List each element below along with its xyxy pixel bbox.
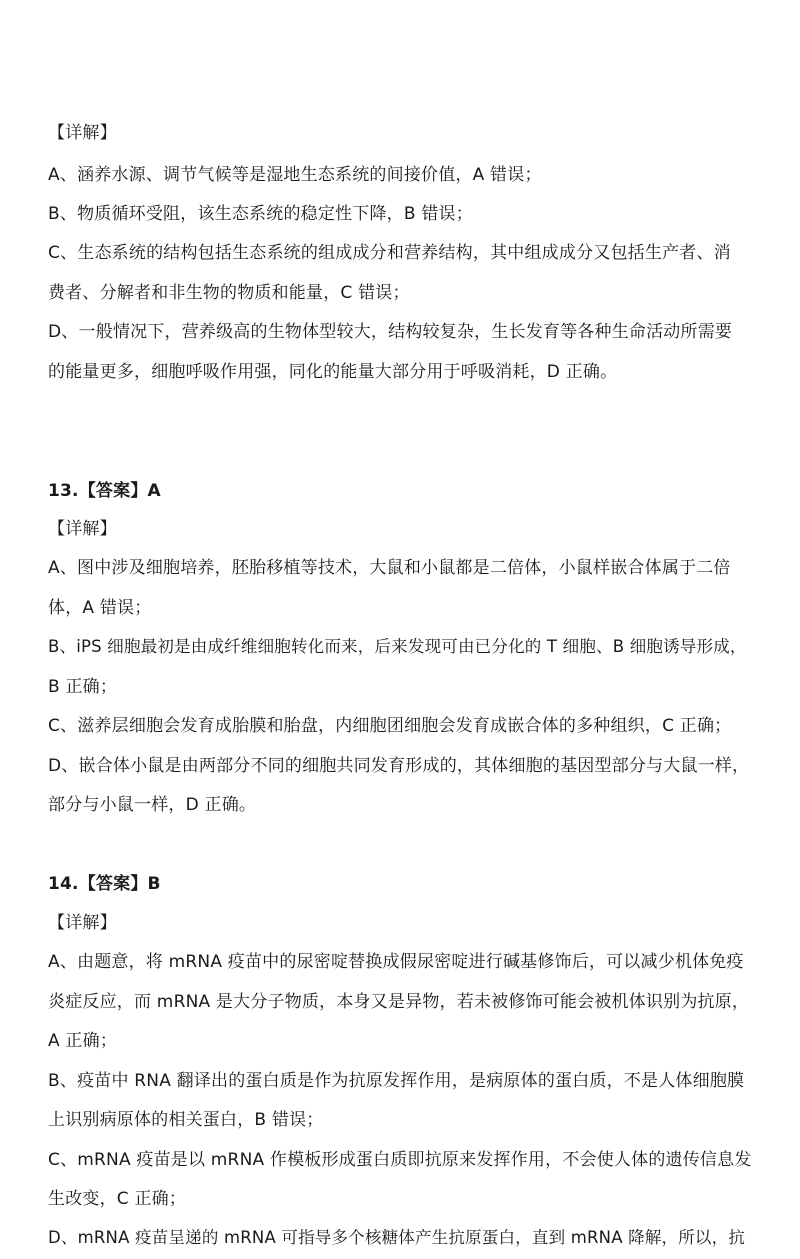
- section14-line-1: A、由题意，将 mRNA 疫苗中的尿密啶替换成假尿密啶进行碱基修饰后，可以减少机体免疫: [48, 952, 744, 972]
- section12-line-3: C、生态系统的结构包括生态系统的组成成分和营养结构，其中组成成分又包括生产者、消: [48, 243, 731, 263]
- section14-line-4: B、疫苗中 RNA 翻译出的蛋白质是作为抗原发挥作用，是病原体的蛋白质，不是人体细胞膜: [48, 1071, 745, 1091]
- section14-line-7: 生改变，C 正确；: [48, 1189, 187, 1209]
- section13-line-2: 体，A 错误；: [48, 598, 152, 618]
- section13-answer: 13.【答案】A: [48, 481, 161, 501]
- section13-line-7: 部分与小鼠一样，D 正确。: [48, 795, 257, 815]
- section14-line-5: 上识别病原体的相关蛋白，B 错误；: [48, 1110, 324, 1130]
- section13-line-1: A、图中涉及细胞培养，胚胎移植等技术，大鼠和小鼠都是二倍体，小鼠样嵌合体属于二倍: [48, 558, 731, 578]
- section12-line-4: 费者、分解者和非生物的物质和能量，C 错误；: [48, 283, 410, 303]
- section13-line-3: B、iPS 细胞最初是由成纤维细胞转化而来，后来发现可由已分化的 T 细胞、B 细胞诱导形成，: [48, 637, 747, 656]
- section13-detail-label: 【详解】: [48, 519, 117, 539]
- section14-line-6: C、mRNA 疫苗是以 mRNA 作模板形成蛋白质即抗原来发挥作用，不会使人体的遗传信息发: [48, 1150, 752, 1170]
- section13-line-5: C、滋养层细胞会发育成胎膜和胎盘，内细胞团细胞会发育成嵌合体的多种组织，C 正确；: [48, 716, 732, 736]
- section12-line-2: B、物质循环受阻，该生态系统的稳定性下降，B 错误；: [48, 204, 473, 224]
- section12-detail-label: 【详解】: [48, 123, 117, 143]
- section13-line-6: D、嵌合体小鼠是由两部分不同的细胞共同发育形成的，其体细胞的基因型部分与大鼠一样，: [48, 756, 750, 776]
- section14-line-3: A 正确；: [48, 1031, 118, 1051]
- section14-line-2: 炎症反应，而 mRNA 是大分子物质，本身又是异物，若未被修饰可能会被机体识别为抗原，: [48, 992, 750, 1012]
- section14-detail-label: 【详解】: [48, 913, 117, 933]
- section12-line-6: 的能量更多，细胞呼吸作用强，同化的能量大部分用于呼吸消耗，D 正确。: [48, 362, 618, 382]
- section14-line-8: D、mRNA 疫苗呈递的 mRNA 可指导多个核糖体产生抗原蛋白，直到 mRNA 降解，所以，抗: [48, 1228, 746, 1247]
- section13-line-4: B 正确；: [48, 677, 118, 697]
- section12-line-1: A、涵养水源、调节气候等是湿地生态系统的间接价值，A 错误；: [48, 165, 542, 185]
- section14-answer: 14.【答案】B: [48, 874, 161, 894]
- section12-line-5: D、一般情况下，营养级高的生物体型较大，结构较复杂，生长发育等各种生命活动所需要: [48, 322, 733, 342]
